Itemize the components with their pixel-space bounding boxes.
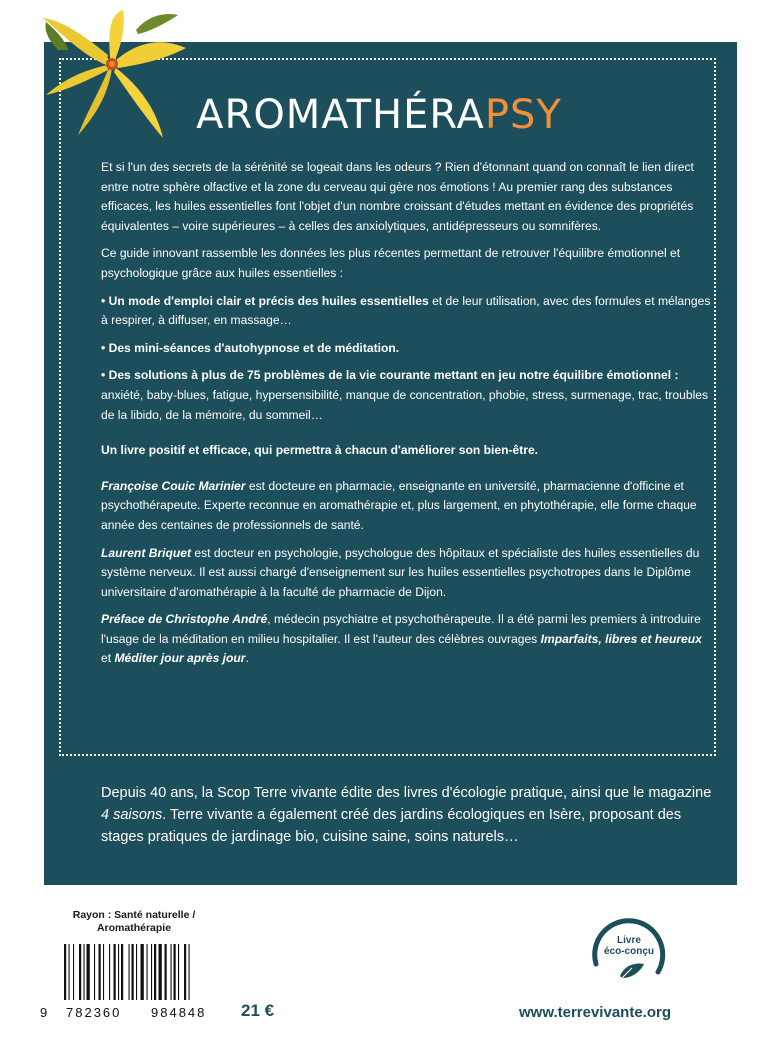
barcode-bar bbox=[79, 944, 81, 1000]
barcode bbox=[42, 940, 222, 1006]
bullet-item: • Des solutions à plus de 75 problèmes de la vie courante mettant en jeu notre équilibre émotionnel : anxiété, baby-blues, fatigue, hypersensibilité, manque de concentration, phobie, stress, surmenage, trac, troubles de la libido, de la mémoire, du sommeil… bbox=[101, 368, 709, 422]
barcode-bar bbox=[94, 944, 95, 1000]
description-block bbox=[101, 158, 713, 677]
barcode-bar bbox=[189, 944, 190, 1000]
barcode-bar bbox=[147, 944, 148, 1000]
barcode-bar bbox=[136, 944, 137, 1000]
barcode-bar bbox=[184, 944, 186, 1000]
bullet-item: • Un mode d'emploi clair et précis des huiles essentielles et de leur utilisation, avec des formules et mélanges à respirer, à diffuser, en massage… bbox=[101, 293, 711, 328]
barcode-bar bbox=[109, 944, 110, 1000]
author-bio: Laurent Briquet est docteur en psychologie, psychologue des hôpitaux et spécialiste des huiles essentielles du système nerveux. Il est aussi chargé d'enseignement sur les huiles essentielles psychotropes dans le Diplôme universitaire d'aromathérapie à la faculté de pharmacie de Dijon. bbox=[101, 545, 700, 599]
price: 21 € bbox=[241, 1001, 275, 1020]
book-title: AROMATHÉRAPSY bbox=[196, 92, 562, 138]
barcode-bar bbox=[103, 944, 104, 1000]
tagline: Un livre positif et efficace, qui permettra à chacun d'améliorer son bien-être. bbox=[101, 443, 539, 458]
publisher-info: Depuis 40 ans, la Scop Terre vivante édite des livres d'écologie pratique, ainsi que le magazine 4 saisons. Terre vivante a également créé des jardins écologiques en Isère, proposant des stages pratiques de jardinage bio, cuisine saine, soins naturels… bbox=[101, 785, 712, 845]
barcode-bar bbox=[73, 944, 74, 1000]
barcode-bar bbox=[87, 944, 90, 1000]
barcode-bar bbox=[132, 944, 134, 1000]
barcode-bar bbox=[64, 944, 66, 1000]
guide-paragraph: Ce guide innovant rassemble les données les plus récentes permettant de retrouver l'équilibre émotionnel et psychologique grâce aux huiles essentielles : bbox=[101, 246, 681, 280]
barcode-bar bbox=[121, 944, 123, 1000]
intro-paragraph: Et si l'un des secrets de la sérénité se logeait dans les odeurs ? Rien d'étonnant quand on connaît le lien direct entre notre sphère olfactive et la zone du cerveau qui gère nos émotions ! Au premier rang des substances efficaces, les huiles essentielles font l'objet d'un nombre croissant d'études mettant en évidence des propriétés équivalentes – voire supérieures – à celles des anxiolytiques, antidépresseurs ou somnifères. bbox=[101, 160, 694, 233]
eco-leaf-icon bbox=[620, 964, 644, 979]
barcode-bar bbox=[118, 944, 119, 1000]
bullet-item: • Des mini-séances d'autohypnose et de méditation. bbox=[101, 340, 400, 355]
eco-badge-label: Livre éco-conçu bbox=[603, 935, 654, 957]
barcode-bar bbox=[159, 944, 162, 1000]
barcode-bar bbox=[99, 944, 101, 1000]
barcode-bar bbox=[69, 944, 70, 1000]
barcode-bar bbox=[141, 944, 144, 1000]
barcode-bar bbox=[129, 944, 130, 1000]
barcode-bar bbox=[154, 944, 156, 1000]
barcode-bar bbox=[165, 944, 167, 1000]
barcode-bar bbox=[84, 944, 85, 1000]
barcode-bar bbox=[151, 944, 152, 1000]
barcode-bar bbox=[178, 944, 179, 1000]
shelf-category: Rayon : Santé naturelle / Aromathérapie bbox=[72, 909, 196, 934]
barcode-bar bbox=[174, 944, 176, 1000]
preface-bio: Préface de Christophe André, médecin psychiatre et psychothérapeute. Il a été parmi les premiers à introduire l'usage de la méditation en milieu hospitalier. Il est l'auteur des célèbres ouvrages Imparfaits, libres et heureux et Méditer jour après jour. bbox=[101, 612, 702, 666]
author-bio: Françoise Couic Marinier est docteure en pharmacie, enseignante en université, pharmacienne d'officine et psychothérapeute. Experte reconnue en aromathérapie et, plus largement, en phytothérapie, elle forme chaque année des centaines de professionnels de santé. bbox=[101, 478, 697, 532]
barcode-bar bbox=[171, 944, 172, 1000]
barcode-bar bbox=[114, 944, 116, 1000]
website-link[interactable]: www.terrevivante.org bbox=[519, 1004, 671, 1021]
